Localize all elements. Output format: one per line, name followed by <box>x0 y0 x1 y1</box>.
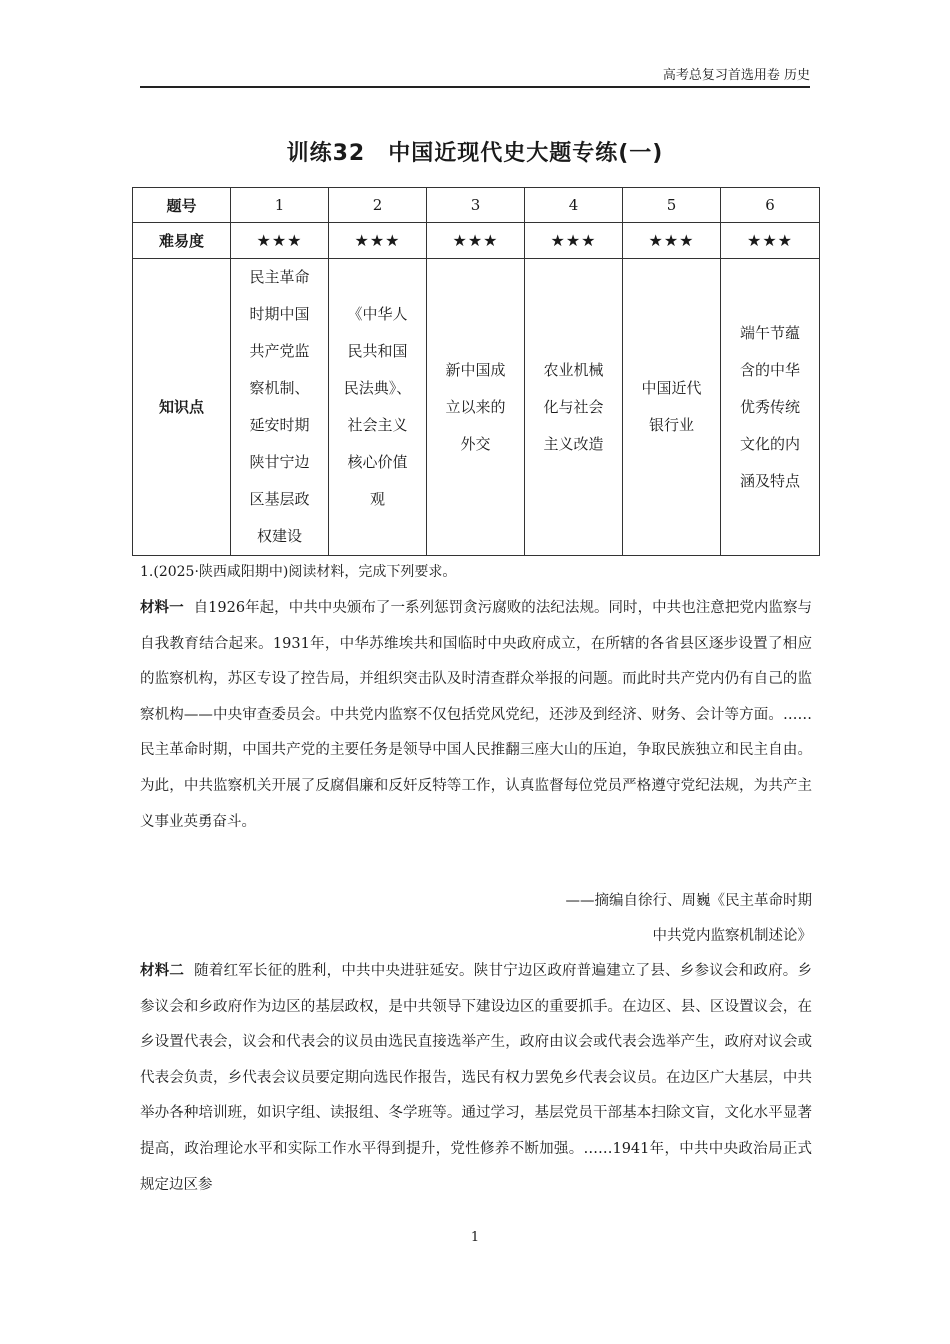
table-row-knowledge <box>133 259 820 556</box>
material-one-source-line2: 中共党内监察机制述论》 <box>652 928 812 944</box>
knowledge-point-cell <box>623 259 721 556</box>
page-header <box>140 66 810 88</box>
knowledge-point-cell <box>231 259 329 556</box>
knowledge-point-text: 《中华人民共和国民法典》、社会主义核心价值观 <box>343 305 412 508</box>
question-number-cell: 3 <box>427 188 525 223</box>
row-label-number: 题号 <box>133 188 231 223</box>
difficulty-stars: ★★★ <box>427 223 525 259</box>
difficulty-stars: ★★★ <box>525 223 623 259</box>
question-intro: 1.(2025·陕西咸阳期中)阅读材料，完成下列要求。 <box>140 564 457 580</box>
question-number-cell: 4 <box>525 188 623 223</box>
question-number-cell: 1 <box>231 188 329 223</box>
knowledge-point-text: 新中国成立以来的外交 <box>445 360 506 453</box>
table-row-number <box>133 188 820 223</box>
question-number-cell: 6 <box>721 188 820 223</box>
knowledge-point-cell <box>525 259 623 556</box>
page-title: 训练32 中国近现代史大题专练(一) <box>286 141 664 166</box>
knowledge-point-text: 端午节蕴含的中华优秀传统文化的内涵及特点 <box>739 323 800 490</box>
question-info-table <box>132 187 820 556</box>
material-one-source-line1: ——摘编自徐行、周巍《民主革命时期 <box>565 893 812 909</box>
material-two-label: 材料二 <box>140 963 185 979</box>
table-row-difficulty <box>133 223 820 259</box>
knowledge-point-cell <box>427 259 525 556</box>
row-label-knowledge: 知识点 <box>133 259 231 556</box>
knowledge-point-cell <box>721 259 820 556</box>
page-number: 1 <box>470 1230 480 1245</box>
material-one-label: 材料一 <box>140 600 184 616</box>
knowledge-point-text: 中国近代银行业 <box>641 379 702 434</box>
header-text: 高考总复习首选用卷 历史 <box>662 68 810 83</box>
difficulty-stars: ★★★ <box>721 223 820 259</box>
question-number-cell: 5 <box>623 188 721 223</box>
material-two-text: 随着红军长征的胜利，中共中央进驻延安。陕甘宁边区政府普遍建立了县、乡参议会和政府。乡参议会和乡政府作为边区的基层政权，是中共领导下建设边区的重要抓手。在边区、县、区设置议会，在乡设置代表会，议会和代表会的议员由选民直接选举产生，政府由议会或代表会选举产生，政府对议会或代表会负责，乡代表会议员要定期向选民作报告，选民有权力罢免乡代表会议员。在边区广大基层，中共举办各种培训班，如识字组、读报组、冬学班等。通过学习，基层党员干部基本扫除文盲，文化水平显著提高，政治理论水平和实际工作水平得到提升，党性修养不断加强。……1941年，中共中央政治局正式规定边区参 <box>140 963 813 1193</box>
question-number-cell: 2 <box>329 188 427 223</box>
knowledge-point-text: 农业机械化与社会主义改造 <box>543 360 604 453</box>
row-label-difficulty: 难易度 <box>133 223 231 259</box>
material-one <box>140 591 812 840</box>
difficulty-stars: ★★★ <box>623 223 721 259</box>
difficulty-stars: ★★★ <box>231 223 329 259</box>
difficulty-stars: ★★★ <box>329 223 427 259</box>
knowledge-point-text: 民主革命时期中国共产党监察机制、延安时期陕甘宁边区基层政权建设 <box>249 268 310 545</box>
material-one-text: 自1926年起，中共中央颁布了一系列惩罚贪污腐败的法纪法规。同时，中共也注意把党内监察与自我教育结合起来。1931年，中华苏维埃共和国临时中央政府成立，在所辖的各省县区逐步设置了相应的监察机构，苏区专设了控告局，并组织突击队及时清查群众举报的问题。而此时共产党内仍有自己的监察机构——中央审查委员会。中共党内监察不仅包括党风党纪，还涉及到经济、财务、会计等方面。……民主革命时期，中国共产党的主要任务是领导中国人民推翻三座大山的压迫，争取民族独立和民主自由。为此，中共监察机关开展了反腐倡廉和反奸反特等工作，认真监督每位党员严格遵守党纪法规，为共产主义事业英勇奋斗。 <box>140 600 813 830</box>
material-two <box>140 954 812 1203</box>
knowledge-point-cell <box>329 259 427 556</box>
